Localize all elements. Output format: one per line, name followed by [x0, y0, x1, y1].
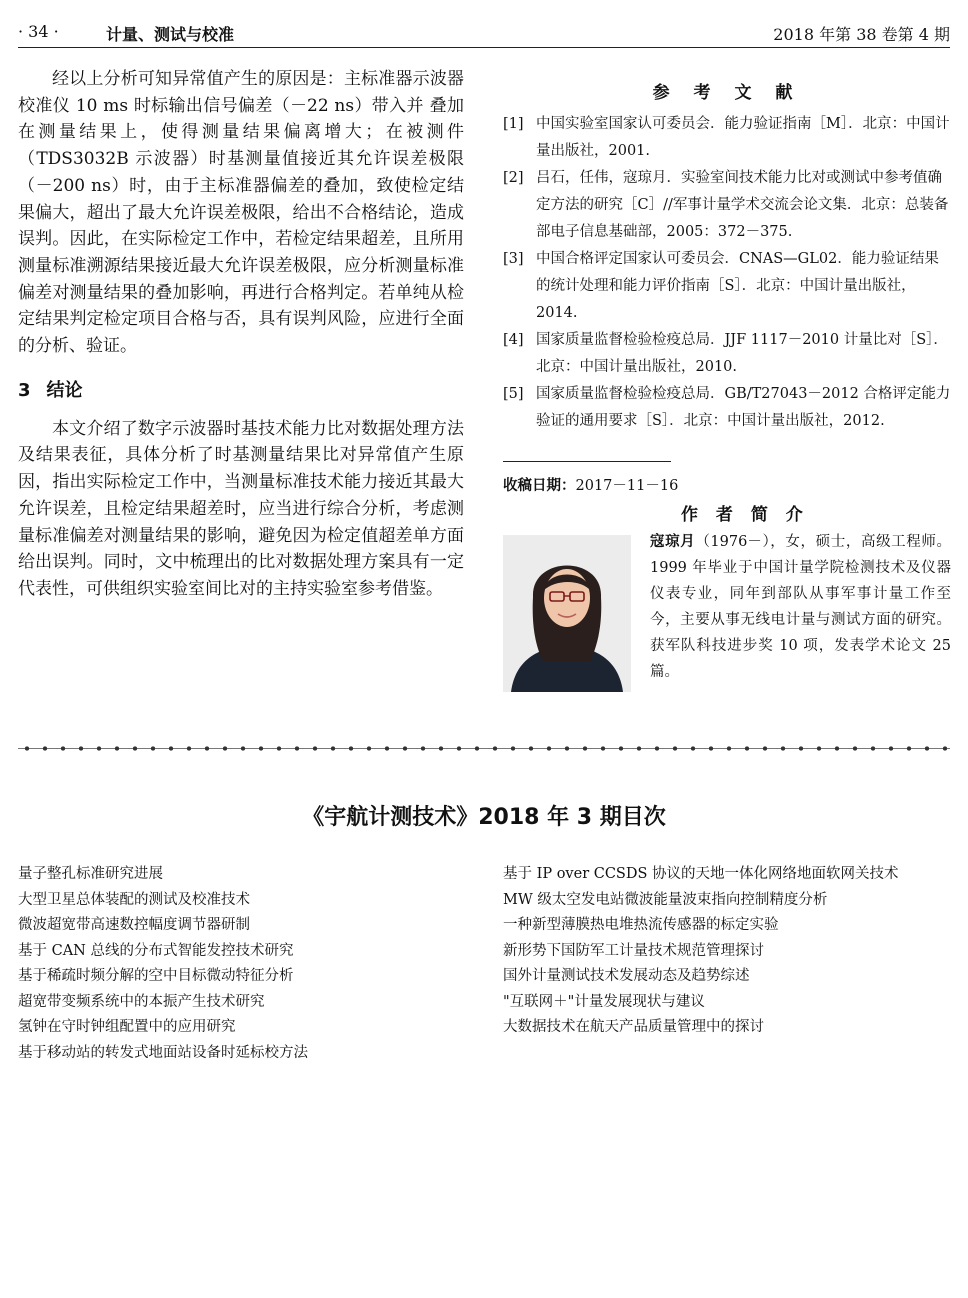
toc-item: 超宽带变频系统中的本振产生技术研究 — [18, 993, 265, 1010]
author-photo — [503, 535, 631, 692]
issue-info: 2018 年第 38 卷第 4 期 — [773, 25, 950, 44]
reference-number: [4] — [503, 332, 524, 348]
references-title: 参 考 文 献 — [652, 83, 802, 103]
page-header — [18, 22, 950, 48]
reference-text: 国家质量监督检验检疫总局．JJF 1117－2010 计量比对［S］．北京：中国计量出版社，2010. — [536, 332, 948, 375]
reference-item — [503, 111, 951, 165]
toc-left-column — [18, 862, 458, 1066]
toc-item: 氢钟在守时钟组配置中的应用研究 — [18, 1019, 236, 1035]
right-column — [503, 78, 951, 699]
reference-text: 国家质量监督检验检疫总局．GB/T27043－2012 合格评定能力验证的通用要求［S］．北京：中国计量出版社，2012. — [536, 386, 951, 429]
author-name: 寇琼月 — [650, 533, 696, 550]
received-label: 收稿日期： — [503, 478, 576, 494]
received-value: 2017－11－16 — [575, 478, 679, 494]
header-rule — [18, 47, 950, 48]
toc-item: 微波超宽带高速数控幅度调节器研制 — [18, 917, 250, 933]
reference-list — [503, 111, 951, 435]
reference-item — [503, 165, 951, 246]
footnote-rule — [503, 461, 671, 462]
reference-item — [503, 327, 951, 381]
section-divider — [18, 744, 950, 754]
page-number: · 34 · — [18, 22, 59, 41]
reference-number: [5] — [503, 386, 524, 402]
toc-item: 国外计量测试技术发展动态及趋势综述 — [503, 968, 750, 984]
toc-item: 一种新型薄膜热电堆热流传感器的标定实验 — [503, 917, 779, 933]
toc-item: 基于 CAN 总线的分布式智能发控技术研究 — [18, 942, 294, 959]
toc-right-column — [503, 862, 943, 1041]
journal-section: 计量、测试与校准 — [106, 25, 235, 44]
toc-item: 大型卫星总体装配的测试及校准技术 — [18, 891, 250, 908]
left-column — [18, 66, 464, 603]
toc-item: 基于稀疏时频分解的空中目标微动特征分析 — [18, 968, 294, 984]
author-portrait-icon — [503, 535, 631, 692]
body-paragraph-2: 本文介绍了数字示波器时基技术能力比对数据处理方法及结果表征，具体分析了时基测量结果比对异常值产生原因，指出实际检定工作中，当测量标准技术能力接近其最大允许误差，且检定结果超差时，应当进行综合分析，考虑测量标准偏差对测量结果的影响，避免因为检定值超差单方面给出误判。同时，文中梳理出的比对数据处理方案具有一定代表性，可供组织实验室间比对的主持实验室参考借鉴。 — [18, 418, 464, 599]
body-paragraph-1: 经以上分析可知异常值产生的原因是：主标准器示波器校准仪 10 ms 时标输出信号偏差（－22 ns）带入并 叠加在测量结果上，使得测量结果偏离增大；在被测件（TDS3032B 示波器）时基测量值接近其允许误差极限（－200 ns）时，由于主标准器偏差的叠加，致使检定结果偏大，超出了最大允许误差极限，给出不合格结论，造成误判。因此，在实际检定工作中，若检定结果超差，且所用测量标准溯源结果接近最大允许误差极限，应分析测量标准偏差对测量结果的叠加影响，再进行合格判定。若单纯从检定结果判定检定项目合格与否，具有误判风险，应进行全面的分析、验证。 — [18, 69, 464, 357]
section-number: 3 — [18, 379, 31, 401]
received-date — [503, 476, 951, 496]
author-heading: 作 者 简 介 — [681, 505, 809, 525]
author-bio — [650, 529, 951, 685]
reference-item — [503, 246, 951, 327]
reference-number: [1] — [503, 116, 524, 132]
reference-item — [503, 381, 951, 435]
toc-item: 大数据技术在航天产品质量管理中的探讨 — [503, 1019, 764, 1035]
toc-item: 基于 IP over CCSDS 协议的天地一体化网络地面软网关技术 — [503, 866, 899, 882]
toc-item: 量子整孔标准研究进展 — [18, 866, 163, 882]
author-bio-text: （1976－），女，硕士，高级工程师。1999 年毕业于中国计量学院检测技术及仪器仪表专业，同年到部队从事军事计量工作至今，主要从事无线电计量与测试方面的研究。获军队科技进步奖 10 项，发表学术论文 25 篇。 — [650, 534, 951, 680]
author-block — [503, 529, 951, 699]
reference-text: 中国实验室国家认可委员会．能力验证指南［M］．北京：中国计量出版社，2001. — [536, 116, 950, 159]
section-title: 结论 — [46, 379, 83, 401]
toc-title: 《宇航计测技术》2018 年 3 期目次 — [302, 805, 666, 830]
reference-text: 中国合格评定国家认可委员会．CNAS—GL02．能力验证结果的统计处理和能力评价指南［S］．北京：中国计量出版社，2014. — [536, 251, 939, 321]
toc-item: 新形势下国防军工计量技术规范管理探讨 — [503, 942, 764, 959]
toc-item: "互联网＋"计量发展现状与建议 — [503, 993, 705, 1010]
reference-number: [3] — [503, 251, 524, 267]
toc-item: MW 级太空发电站微波能量波束指向控制精度分析 — [503, 891, 828, 908]
toc-item: 基于移动站的转发式地面站设备时延标校方法 — [18, 1044, 308, 1061]
reference-number: [2] — [503, 170, 524, 186]
reference-text: 吕石，任伟，寇琼月．实验室间技术能力比对或测试中参考值确定方法的研究［C］//军事计量学术交流会论文集．北京：总装备部电子信息基础部，2005：372－375. — [536, 170, 949, 240]
section-heading — [18, 376, 464, 402]
